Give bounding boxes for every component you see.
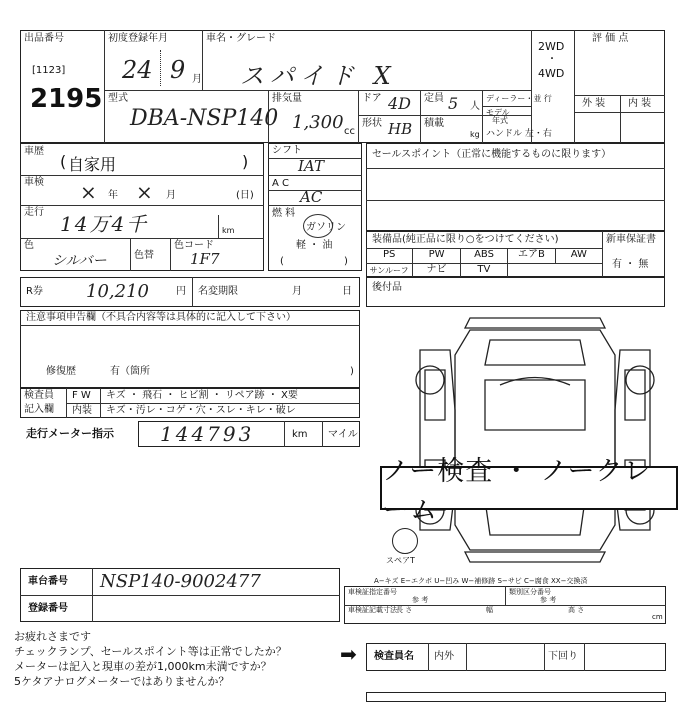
repair-close: ) — [350, 366, 354, 377]
damage-legend: A−キズ E−エクボ U−凹み W−補修跡 S−サビ C−腐食 XX−交換済 — [374, 577, 588, 585]
rating-label: 評 価 点 — [592, 33, 629, 44]
drive-sep: ・ — [547, 54, 557, 65]
reg-row1-left: 車検証指定番号 — [348, 588, 397, 596]
color-change-label: 色替 — [134, 250, 154, 261]
fuel-paren-open: ( — [280, 256, 284, 267]
inspector-name-label: 検査員名 — [374, 651, 414, 662]
stamp-text: ノー検査 ・ ノークレーム — [382, 456, 652, 526]
interior-label: 内 装 — [628, 98, 652, 109]
category-label: 車歴 — [24, 146, 44, 157]
inspector-row2-items: キズ・汚レ・コゲ・穴・スレ・キレ・破レ — [106, 405, 296, 416]
color-code-value: 1F7 — [190, 250, 220, 268]
capacity-unit: 人 — [470, 101, 480, 112]
inspection-month-unit: 月 — [166, 190, 176, 201]
footer-line-2: チェックランプ、セールスポイント等は正常でしたか？ — [14, 645, 287, 658]
shape-label: 形状 — [362, 118, 382, 129]
inspector-row2-head: 内装 — [72, 405, 92, 416]
inspection-label: 車検 — [24, 177, 44, 188]
inspector-row1-items: キズ ・ 飛石 ・ ヒビ割 ・ リペア跡 ・ X要 — [106, 390, 298, 401]
equip-navi: ナビ — [413, 264, 460, 277]
shape-value: HB — [388, 120, 413, 138]
lot-number: 2195 — [30, 84, 103, 114]
fuel-light: 軽 ・ 油 — [296, 240, 333, 251]
after-frame — [366, 277, 665, 307]
exterior-label: 外 装 — [582, 98, 606, 109]
mileage-label: 走行 — [24, 207, 44, 218]
inspection-day-unit: (日) — [236, 190, 254, 201]
recycle-frame — [20, 277, 360, 307]
expiry-label: 名変期限 — [198, 286, 238, 297]
repair-label: 修復歴 — [46, 366, 76, 377]
sales-label: セールスポイント（正常に機能するものに限ります） — [372, 149, 612, 160]
category-paren-close: ) — [242, 152, 249, 171]
equip-ps: PS — [366, 249, 413, 263]
equipment-label: 装備品(純正品に限り○をつけてください) — [372, 234, 559, 245]
reg-row2-left: 車検証記載寸法 — [348, 606, 397, 614]
first-reg-month-unit: 月 — [192, 74, 202, 85]
chassis-label: 車台番号 — [28, 576, 68, 587]
fuel-label: 燃 料 — [272, 208, 296, 219]
reg-unit-cm: cm — [652, 613, 663, 621]
handle-label: ハンドル 左・右 — [486, 129, 552, 139]
equipment-row-1 — [366, 249, 602, 263]
inspection-year-unit: 年 — [108, 190, 118, 201]
cc-unit: cc — [344, 126, 355, 137]
mileage-value: 14万4千 — [60, 212, 149, 236]
doors-label: ドア — [362, 93, 382, 104]
mileage-km-unit: km — [222, 226, 235, 235]
lot-label: 出品番号 — [24, 33, 64, 44]
drive-2wd: 2WD — [538, 40, 565, 53]
notes-label: 注意事項申告欄（不具合内容等は具体的に記入して下さい） — [26, 312, 296, 323]
reg-row2-width: 幅 — [486, 606, 493, 614]
drive-4wd: 4WD — [538, 67, 565, 80]
category-value: 自家用 — [68, 155, 117, 174]
footer-line-4: 5ケタアナログメーターではありませんか？ — [14, 675, 230, 688]
equipment-row-2 — [366, 264, 508, 277]
under-label: 下回り — [548, 651, 578, 662]
model-name: スパイド X — [240, 62, 397, 90]
reg-row2-length: 長 さ — [396, 606, 413, 614]
category-paren-open: ( — [60, 152, 67, 171]
dealer-label: ディーラー・並 行 — [486, 94, 552, 103]
odometer-mile: マイル — [328, 429, 358, 440]
expiry-day: 日 — [342, 286, 352, 297]
model-name-label: 車名・グレード — [206, 33, 276, 44]
chassis-value: NSP140-9002477 — [100, 571, 261, 592]
expiry-month: 月 — [292, 286, 302, 297]
inspector-label-1: 検査員 — [24, 390, 54, 401]
repair-value: 有（箇所 — [110, 366, 150, 377]
inside-outside-label: 内外 — [434, 651, 454, 662]
fuel-gas-circle — [303, 214, 333, 238]
equip-pw: PW — [413, 249, 460, 263]
capacity-label: 定員 — [424, 93, 444, 104]
inspector-label-2: 記入欄 — [24, 404, 54, 415]
model-year-sub: 年式 — [492, 116, 508, 125]
bottom-frame — [366, 692, 666, 702]
reg-row1-right: 類別区分番号 — [509, 588, 551, 596]
odometer-km: km — [292, 429, 308, 440]
reg-row1-right-sub: 参 考 — [540, 596, 557, 604]
new-car-label: 新車保証書 — [606, 234, 656, 245]
inspection-month-mark: × — [136, 180, 153, 204]
odometer-value: 144793 — [160, 422, 255, 446]
displacement-value: 1,300 — [292, 112, 344, 133]
load-label: 積載 — [424, 118, 444, 129]
color-value: シルバー — [52, 253, 107, 269]
lot-bracket: [1123] — [32, 65, 66, 76]
footer-line-1: お疲れさまです — [14, 630, 91, 643]
fuel-paren-close: ) — [344, 256, 348, 267]
type-label: 型式 — [108, 93, 128, 104]
first-reg-month: 9 — [170, 56, 186, 84]
load-unit: kg — [470, 130, 480, 139]
spare-label: スペアT — [386, 556, 415, 565]
ac-label: A C — [272, 178, 290, 189]
recycle-value: 10,210 — [86, 281, 149, 302]
model-year-label: モデル — [486, 108, 510, 117]
equip-aw: AW — [570, 249, 587, 260]
arrow-icon: ➡ — [340, 642, 357, 666]
shift-label: シフト — [272, 145, 302, 156]
inspection-year-mark: × — [80, 180, 97, 204]
reg-label: 登録番号 — [28, 603, 68, 614]
reg-row2-height: 高 さ — [568, 606, 585, 614]
equip-sunroof: サンルーフ — [366, 264, 413, 277]
after-label: 後付品 — [372, 282, 402, 293]
shift-value: IAT — [298, 157, 324, 175]
type-value: DBA-NSP140 — [130, 106, 279, 131]
displacement-label: 排気量 — [272, 93, 302, 104]
equip-tv: TV — [461, 264, 508, 277]
reg-row1-left-sub: 参 考 — [412, 596, 429, 604]
color-code-label: 色コード — [174, 240, 214, 251]
capacity-value: 5 — [448, 94, 459, 113]
spare-tire-icon — [392, 528, 418, 554]
color-label: 色 — [24, 240, 34, 251]
equip-airbag: エアB — [508, 249, 555, 263]
new-car-yes-no: 有 ・ 無 — [612, 259, 649, 270]
first-reg-label: 初度登録年月 — [108, 33, 168, 44]
ac-value: AC — [300, 188, 323, 206]
recycle-yen: 円 — [176, 286, 186, 297]
no-inspection-stamp — [380, 456, 678, 526]
car-diagram — [400, 310, 670, 570]
doors-value: 4D — [388, 94, 412, 113]
inspector-row1-head: F W — [72, 390, 91, 401]
odometer-label: 走行メーター指示 — [26, 427, 114, 440]
fuel-gas: ガソリン — [306, 222, 346, 233]
equip-abs: ABS — [461, 249, 508, 263]
first-reg-year: 24 — [122, 56, 153, 84]
recycle-label: R券 — [26, 286, 43, 297]
footer-line-3: メーターは記入と現車の差が1,000km未満ですか？ — [14, 660, 272, 673]
